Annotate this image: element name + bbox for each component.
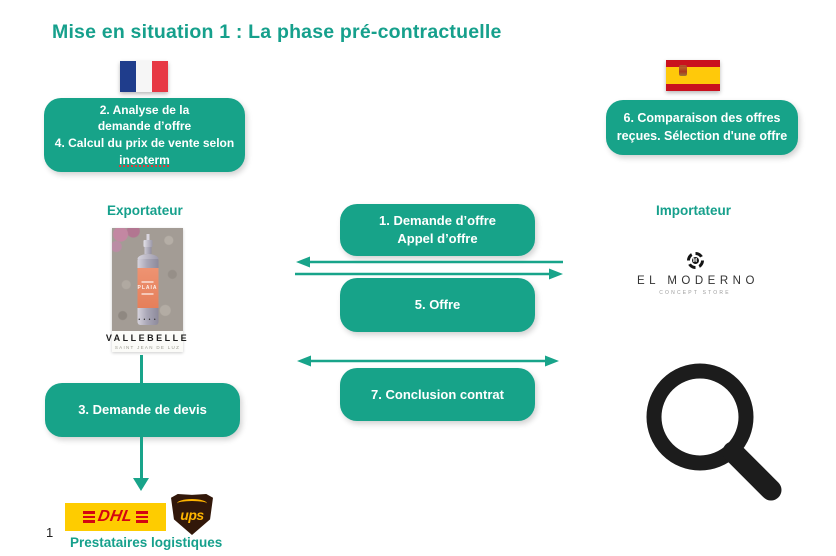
emblem-monogram: M — [692, 257, 698, 264]
bottle-neck — [144, 247, 151, 254]
spain-coat-of-arms-icon — [679, 65, 687, 76]
arrow-down-head-icon — [133, 478, 149, 491]
label-decoration — [142, 293, 154, 295]
el-moderno-name: EL MODERNO — [637, 275, 759, 287]
product-photo — [112, 228, 183, 331]
product-name: PLAIA — [137, 285, 158, 291]
brand-name: VALLEBELLE — [105, 333, 190, 344]
spray-bottle — [137, 234, 158, 325]
arrow-right-icon — [293, 266, 565, 282]
dhl-stripes-right — [136, 511, 148, 523]
dhl-logo — [65, 503, 166, 531]
el-moderno-subtitle: CONCEPT STORE — [659, 290, 731, 296]
analysis-line-2: demande d’offre — [97, 119, 192, 134]
spain-flag-red-stripe — [666, 84, 720, 91]
france-flag-red-stripe — [152, 61, 168, 92]
france-flag-icon — [120, 61, 168, 92]
el-moderno-logo — [637, 252, 759, 296]
france-flag-white-stripe — [136, 61, 152, 92]
bottle-body — [137, 259, 158, 325]
page-number: 1 — [46, 525, 54, 540]
logistics-providers-label: Prestataires logistiques — [70, 535, 223, 550]
bottle-spray-head — [143, 240, 152, 247]
brand-subtitle: SAINT JEAN DE LUZ — [114, 344, 181, 350]
offer-label: 5. Offre — [414, 297, 461, 313]
contract-box — [340, 368, 535, 421]
comparison-line-2: reçues. Sélection d'une offre — [616, 128, 788, 143]
el-moderno-emblem-icon — [687, 252, 704, 269]
quote-label: 3. Demande de devis — [78, 402, 207, 418]
quote-request-box — [45, 383, 240, 437]
request-line-2: Appel d’offre — [397, 231, 478, 246]
analysis-line-1: 2. Analyse de la — [99, 102, 190, 117]
vallebelle-product-image — [105, 228, 190, 352]
request-offer-box — [340, 204, 535, 256]
arrow-double-icon — [294, 353, 562, 369]
dhl-wordmark: DHL — [96, 508, 135, 525]
ups-logo — [171, 494, 213, 535]
contract-label: 7. Conclusion contrat — [371, 386, 504, 402]
arrow-down-line — [140, 437, 143, 479]
dhl-stripes-left — [83, 511, 95, 523]
france-flag-blue-stripe — [120, 61, 136, 92]
spain-flag-icon — [666, 60, 720, 91]
analysis-line-3: 4. Calcul du prix de vente selon — [54, 136, 235, 150]
request-line-1: 1. Demande d’offre — [378, 213, 497, 229]
comparison-box — [606, 100, 798, 155]
connector-line — [140, 355, 143, 383]
analysis-line-4: incoterm — [119, 152, 170, 167]
comparison-line-1: 6. Comparaison des offres — [623, 111, 781, 126]
spain-flag-yellow-stripe — [666, 67, 720, 83]
brand-plate — [105, 331, 190, 352]
page-title: Mise en situation 1 : La phase pré-contractuelle — [52, 21, 502, 43]
offer-box — [340, 278, 535, 332]
spain-flag-red-stripe — [666, 60, 720, 67]
analysis-steps-box — [44, 98, 245, 172]
exporter-label: Exportateur — [107, 203, 183, 218]
bottle-base-dots: • • • • — [138, 317, 157, 323]
ups-wordmark: ups — [180, 507, 204, 523]
importer-label: Importateur — [656, 203, 732, 218]
label-decoration — [142, 281, 154, 283]
bottle-label — [137, 268, 158, 308]
magnifier-icon — [632, 356, 798, 510]
